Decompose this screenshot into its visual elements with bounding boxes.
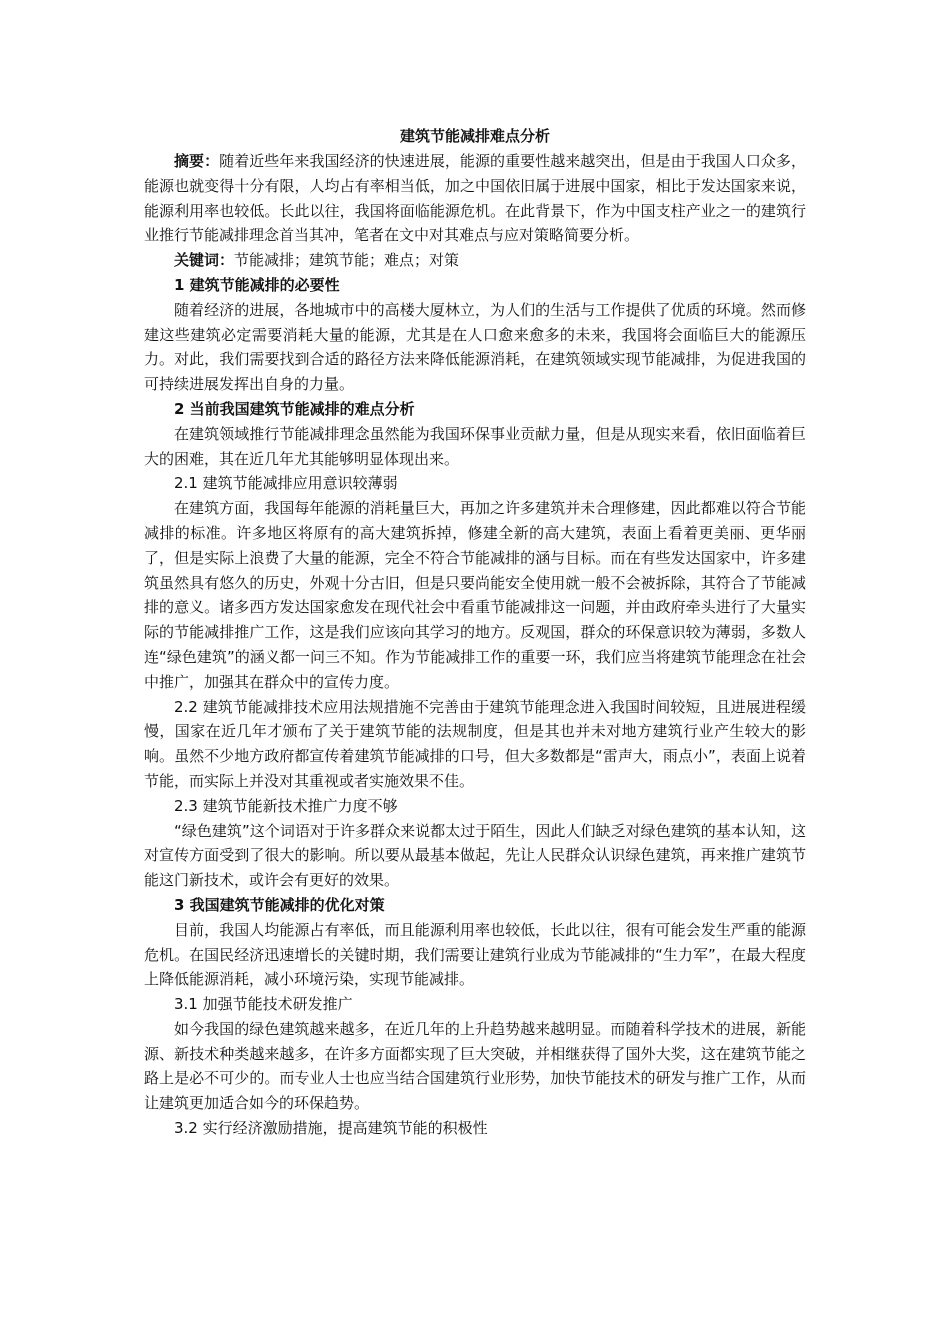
body-paragraph: 在建筑方面，我国每年能源的消耗量巨大，再加之许多建筑并未合理修建，因此都难以符合节能减排的标准。许多地区将原有的高大建筑拆掉，修建全新的高大建筑，表面上看着更美丽、更华丽了，但是实际上浪费了大量的能源，完全不符合节能减排的涵与目标。而在有些发达国家中，许多建筑虽然具有悠久的历史，外观十分古旧，但是只要尚能安全使用就一般不会被拆除，其符合了节能减排的意义。诸多西方发达国家愈发在现代社会中看重节能减排这一问题，并由政府牵头进行了大量实际的节能减排推广工作，这是我们应该向其学习的地方。反观国，群众的环保意识较为薄弱，多数人连“绿色建筑”的涵义都一问三不知。作为节能减排工作的重要一环，我们应当将建筑节能理念在社会中推广，加强其在群众中的宣传力度。 (144, 499, 806, 691)
section-heading: 1 建筑节能减排的必要性 (174, 275, 340, 294)
body-paragraph: 目前，我国人均能源占有率低，而且能源利用率也较低，长此以往，很有可能会发生严重的能源危机。在国民经济迅速增长的关键时期，我们需要让建筑行业成为节能减排的“生力军”，在最大程度上降低能源消耗，减小环境污染，实现节能减排。 (144, 920, 806, 989)
document-page (144, 124, 806, 1141)
document-title: 建筑节能减排难点分析 (399, 127, 550, 145)
keywords-paragraph (144, 248, 806, 273)
section-heading: 3 我国建筑节能减排的优化对策 (174, 895, 385, 914)
keywords-label: 关键词： (174, 251, 235, 270)
abstract-text: 随着近些年来我国经济的快速进展，能源的重要性越来越突出，但是由于我国人口众多，能源也就变得十分有限，人均占有率相当低，加之中国依旧属于进展中国家，相比于发达国家来说，能源利用率也较低。长此以往，我国将面临能源危机。在此背景下，作为中国支柱产业之一的建筑行业推行节能减排理念首当其冲，笔者在文中对其难点与应对策略简要分析。 (144, 152, 806, 245)
subsection-heading: 3.2 实行经济激励措施，提高建筑节能的积极性 (174, 1119, 488, 1138)
body-paragraph: 随着经济的进展，各地城市中的高楼大厦林立，为人们的生活与工作提供了优质的环境。然而修建这些建筑必定需要消耗大量的能源，尤其是在人口愈来愈多的未来，我国将会面临巨大的能源压力。对此，我们需要找到合适的路径方法来降低能源消耗，在建筑领域实现节能减排，为促进我国的可持续进展发挥出自身的力量。 (144, 300, 806, 394)
subsection-heading: 2.1 建筑节能减排应用意识较薄弱 (174, 474, 398, 493)
body-paragraph: “绿色建筑”这个词语对于许多群众来说都太过于陌生，因此人们缺乏对绿色建筑的基本认知，这对宣传方面受到了很大的影响。所以要从最基本做起，先让人民群众认识绿色建筑，再来推广建筑节能这门新技术，或许会有更好的效果。 (144, 821, 806, 890)
subsection-heading: 2.3 建筑节能新技术推广力度不够 (174, 796, 398, 815)
body-paragraph: 如今我国的绿色建筑越来越多，在近几年的上升趋势越来越明显。而随着科学技术的进展，新能源、新技术种类越来越多，在许多方面都实现了巨大突破，并相继获得了国外大奖，这在建筑节能之路上是必不可少的。而专业人士也应当结合国建筑行业形势，加快节能技术的研发与推广工作，从而让建筑更加适合如今的环保趋势。 (144, 1019, 806, 1113)
abstract-label: 摘要： (174, 152, 220, 170)
abstract-paragraph (144, 149, 806, 248)
body-paragraph: 2.2 建筑节能减排技术应用法规措施不完善由于建筑节能理念进入我国时间较短，且进展进程缓慢，国家在近几年才颁布了关于建筑节能的法规制度，但是其也并未对地方建筑行业产生较大的影响。虽然不少地方政府都宣传着建筑节能减排的口号，但大多数都是“雷声大，雨点小”，表面上说着节能，而实际上并没对其重视或者实施效果不佳。 (144, 697, 806, 790)
section-heading: 2 当前我国建筑节能减排的难点分析 (174, 399, 415, 418)
body-paragraph: 在建筑领域推行节能减排理念虽然能为我国环保事业贡献力量，但是从现实来看，依旧面临着巨大的困难，其在近几年尤其能够明显体现出来。 (144, 424, 806, 468)
subsection-heading: 3.1 加强节能技术研发推广 (174, 995, 353, 1014)
keywords-text: 节能减排；建筑节能；难点；对策 (234, 251, 460, 270)
